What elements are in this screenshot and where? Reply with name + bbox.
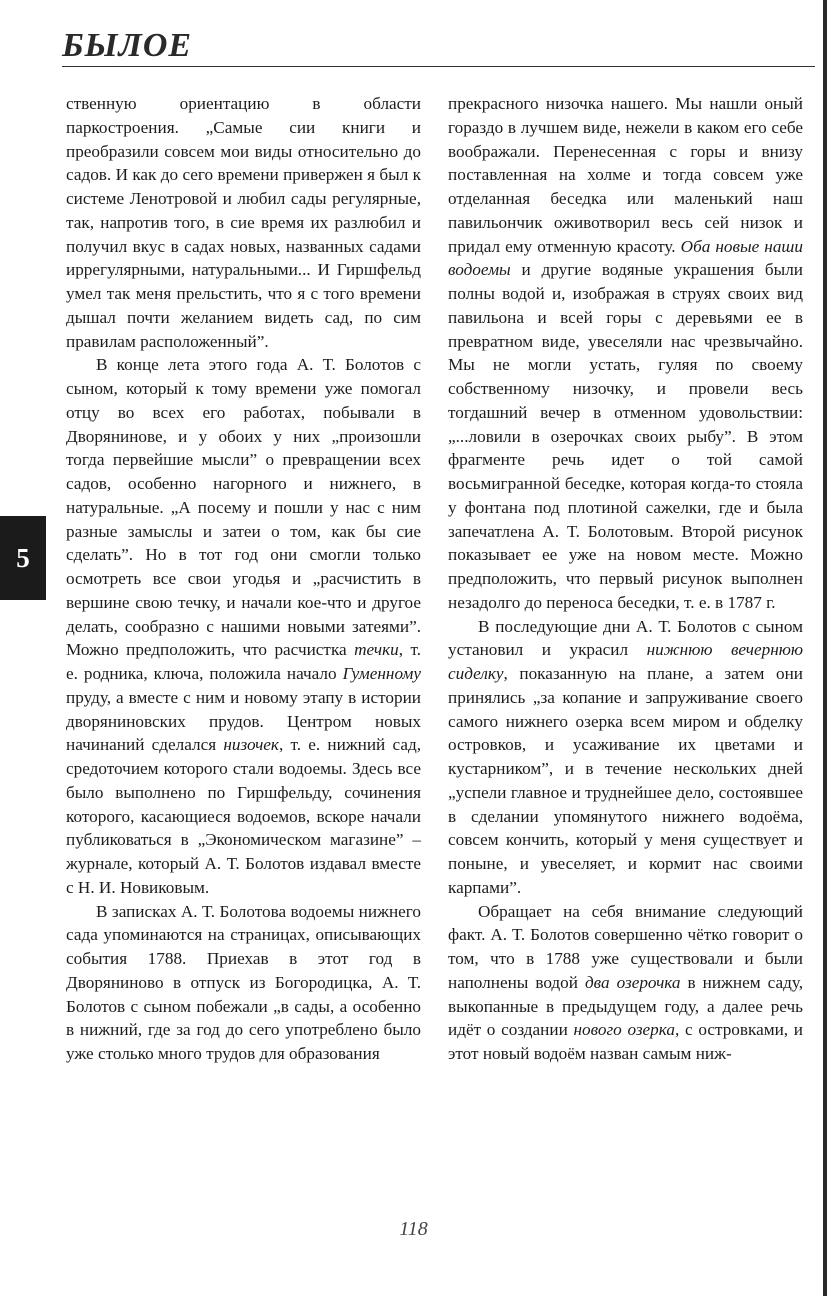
italic-term: нижнюю вечернюю сиделку bbox=[448, 640, 803, 683]
italic-term: нового озерка bbox=[573, 1020, 675, 1040]
text-run: и другие водяные украшения были полны водой и, изображая в струях своих вид павильона и всей горы с деревьями ее в превратном виде, увеселяли нас чрезвычайно. Мы не могли устать, гуляя по своему собственному низочку, и провели весь тогдашний вечер в отменном удовольствии: „...ловили в озерочках своих рыбу”. В этом фрагменте речь идет о той самой восьмигранной беседке, которая когда-то стояла у фонтана под плотиной сажелки, где и была запечатлена А. Т. Болотовым. Второй рисунок показывает ее уже на новом месте. Можно предположить, что первый рисунок выполнен незадолго до переноса беседки, т. е. в 1787 г. bbox=[448, 260, 803, 612]
text-run: , с островками, и этот новый водоём назван самым ниж- bbox=[448, 1020, 803, 1063]
right-column bbox=[448, 92, 803, 1066]
italic-term: низочек bbox=[223, 735, 279, 755]
left-column bbox=[66, 92, 421, 1066]
paragraph bbox=[448, 92, 803, 615]
paragraph bbox=[66, 900, 421, 1066]
text-run: в нижнем саду, выкопанные в предыдущем году, а далее речь идёт о создании bbox=[448, 972, 803, 1040]
italic-term: два озерочка bbox=[584, 972, 681, 992]
text-run: Обращает на себя внимание следующий факт. А. Т. Болотов совершенно чётко говорит о том, что в 1788 уже существовали и были наполнены водой bbox=[448, 901, 803, 992]
text-run: , т. е. нижний сад, средоточием которого стали водоемы. Здесь все было выполнено по Гиршфельду, сочинения которого, касающиеся водоемов, вскоре начали публиковаться в „Экономическом магазине” – журнале, который А. Т. Болотов издавал вместе с Н. И. Новиковым. bbox=[66, 735, 421, 897]
paragraph bbox=[448, 615, 803, 900]
text-run: пруду, а вместе с ним и новому этапу в истории дворяниновских прудов. Центром новых начинаний сделался bbox=[66, 687, 421, 755]
text-run: , т. е. родника, ключа, положила начало bbox=[66, 640, 422, 683]
section-tab: 5 bbox=[0, 516, 46, 600]
italic-term: течки bbox=[354, 640, 399, 660]
italic-term: Гуменному bbox=[342, 664, 421, 683]
text-run: В конце лета этого года А. Т. Болотов с сыном, который к тому времени уже помогал отцу во всех его работах, побывали в Дворянинове, и у обоих у них „произошли тогда первейшие мысли” о превращении всех садов, особенно нагорного и нижнего, в натуральные. „А посему и пошли у нас с ним разные замыслы и затеи о том, как бы сие сделать”. Но в тот год они смогли только осмотреть все свои угодья и „расчистить в вершине свою течку, и начали кое-что и другое делать, сообразно с нашими новыми затеями”. Можно предположить, что расчистка bbox=[66, 355, 421, 660]
italic-term: Оба новые наши водоемы bbox=[448, 236, 803, 280]
page-edge bbox=[823, 0, 827, 1296]
journal-logo: БЫЛОЕ bbox=[62, 27, 193, 64]
paragraph bbox=[66, 353, 421, 899]
paragraph bbox=[66, 92, 421, 353]
text-run: , показанную на плане, а затем они принялись „за копание и запруживание своего самого нижнего озерка всем миром и обделку островков, и усаживание их цветами и кустарником”, и в течение нескольких дней „успели главное и труднейшее дело, состоявшее в сделании упомянутого нижнего водоёма, совсем кончить, который у меня существует и поныне, и увеселяет, и кормит нас своими карпами”. bbox=[448, 664, 803, 897]
paragraph bbox=[448, 900, 803, 1066]
text-run: В записках А. Т. Болотова водоемы нижнего сада упоминаются на страницах, описывающих события 1788. Приехав в этот год в Дворяниново в отпуск из Богородицка, А. Т. Болотов с сыном побежали „в сады, а особенно в нижний, где за год до сего употреблено было уже столько много трудов для образования bbox=[66, 901, 421, 1063]
page-number: 118 bbox=[399, 1218, 428, 1240]
text-run: прекрасного низочка нашего. Мы нашли оный гораздо в лучшем виде, нежели в каком его себе воображали. Перенесенная с горы и внизу поставленная на холме и тогда совсем уже отделанная беседка или маленький наш павильончик оживотворил весь сей низок и придал ему отменную красоту. bbox=[448, 94, 803, 256]
text-run: ственную ориентацию в области паркостроения. „Самые сии книги и преобразили совсем мои виды относительно до садов. И как до сего времени привержен я был к системе Ленотровой и любил сады регулярные, так, напротив того, в сие время их разлюбил и получил вкус в садах новых, названных садами иррегулярными, натуральными... И Гиршфельд умел так меня прельстить, что я с того времени дышал почти желанием видеть сад, по сим правилам расположенный”. bbox=[66, 94, 421, 351]
text-run: В последующие дни А. Т. Болотов с сыном установил и украсил bbox=[448, 616, 803, 660]
header-rule bbox=[62, 66, 815, 67]
